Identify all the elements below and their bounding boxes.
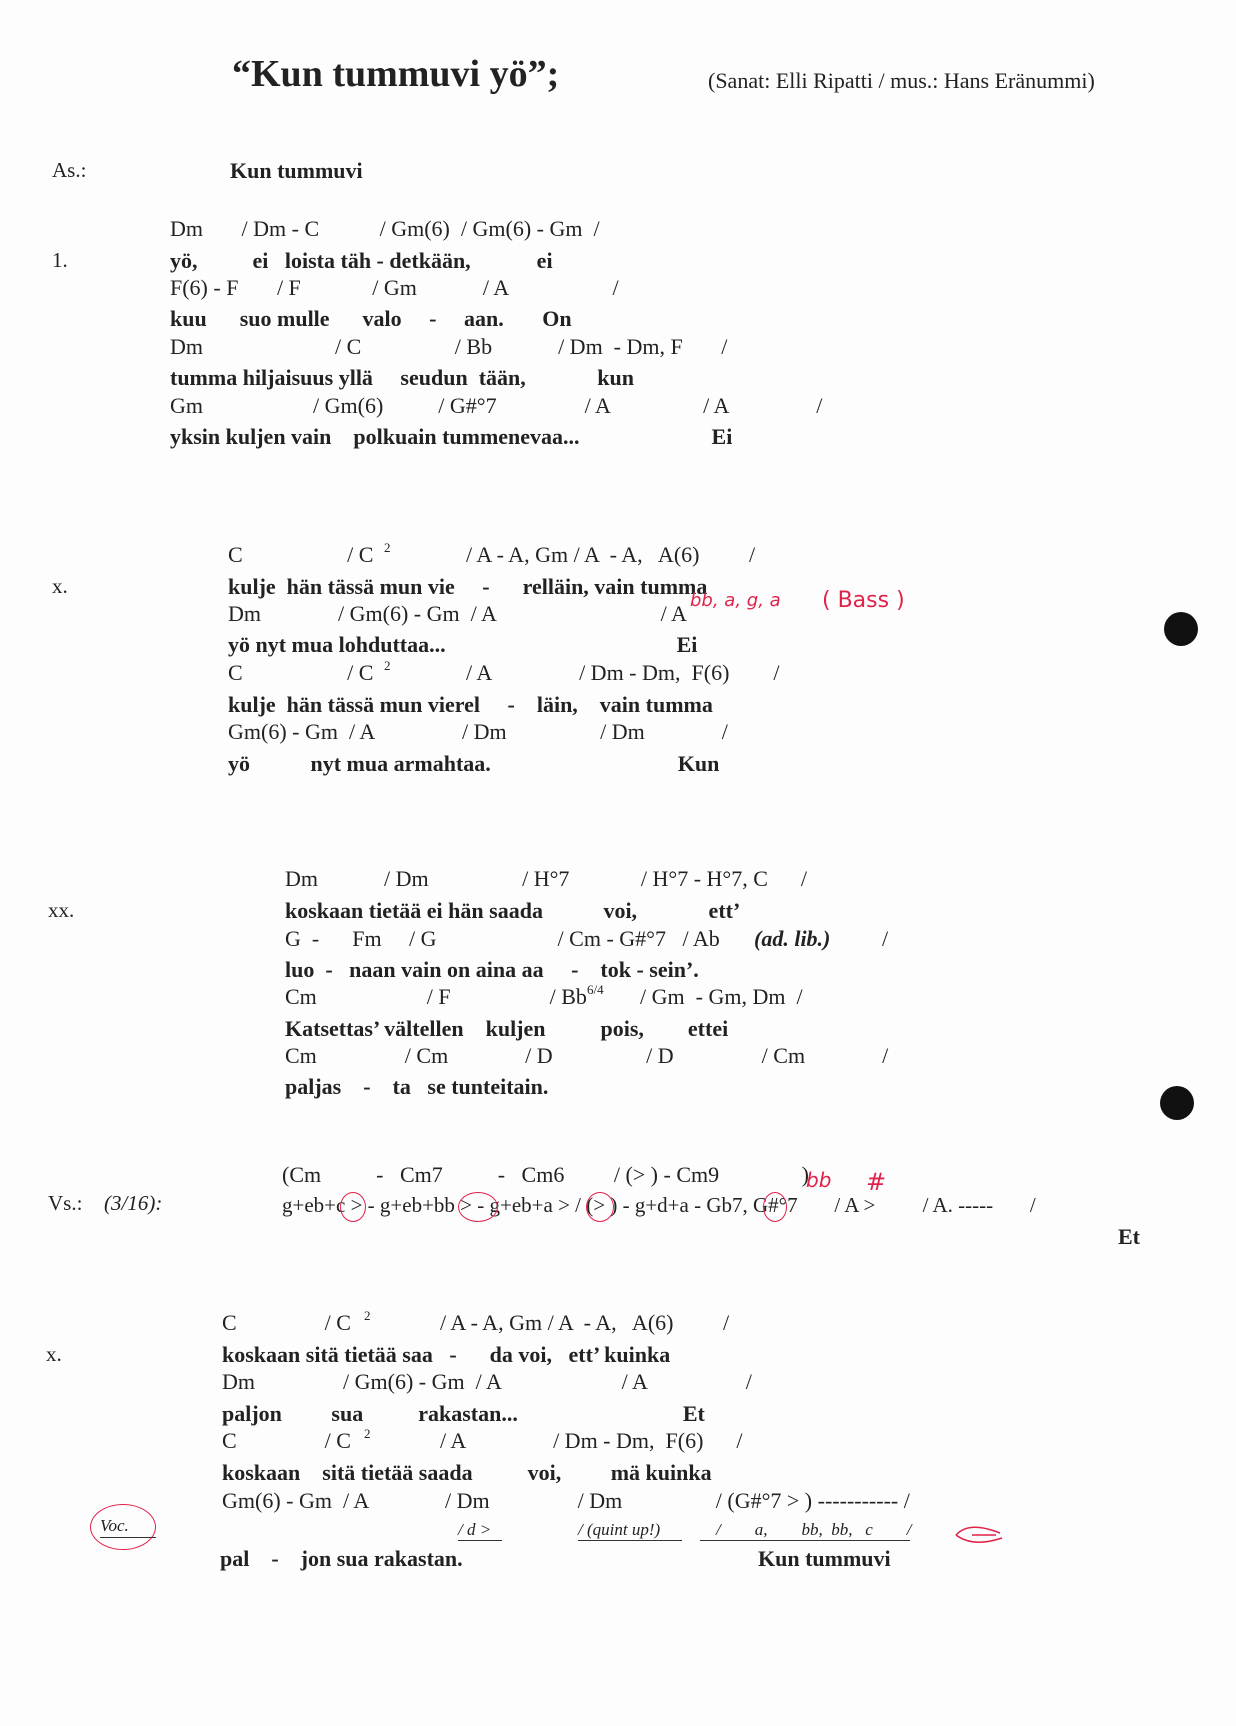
pen-circle (586, 1192, 614, 1222)
pen-bass-notes: bb, a, g, a (690, 590, 781, 611)
chord-line: C / C (222, 1428, 351, 1453)
voc-label: Voc. (100, 1516, 129, 1535)
vs-note-line: g+eb+c > - g+eb+bb > - g+eb+a > / (> ) - g+d+a - Gb7, G#°7 / A > / A. ----- / (282, 1193, 1036, 1217)
as-label: As.: (52, 158, 87, 182)
vs-sub: (3/16): (104, 1191, 163, 1215)
chord-line: Gm(6) - Gm / A / Dm / Dm / (G#°7 > ) ----------- / (222, 1488, 910, 1513)
pen-circle (458, 1192, 498, 1222)
lyric-line: paljon sua rakastan... Et (222, 1401, 705, 1426)
bridge-label: xx. (48, 898, 75, 922)
lyric-line: yö nyt mua lohduttaa... Ei (228, 632, 698, 657)
chord-superscript: 2 (364, 1308, 371, 1323)
chord-superscript: 2 (384, 658, 391, 673)
verse-1-label: 1. (52, 248, 68, 272)
pen-arrow-icon (952, 1522, 1006, 1548)
chord-line: Dm / Gm(6) - Gm / A / A / (222, 1369, 752, 1394)
sub-annotation: / d > (458, 1520, 492, 1539)
chord-line: C / C (228, 660, 374, 685)
chord-line: / A - A, Gm / A - A, A(6) / (466, 542, 756, 567)
underline (578, 1540, 682, 1541)
song-title: “Kun tummuvi yö”; (232, 53, 560, 95)
lyric-line: kulje hän tässä mun vierel - läin, vain tumma (228, 692, 713, 717)
pen-circle (763, 1192, 787, 1222)
lyric-line: luo - naan vain on aina aa - tok - sein’. (285, 957, 699, 982)
sub-annotation: / (quint up!) (578, 1520, 661, 1539)
underline (100, 1537, 156, 1538)
lyric-line: kuu suo mulle valo - aan. On (170, 306, 572, 331)
vs-next: Et (1118, 1224, 1140, 1249)
chord-superscript: 2 (384, 540, 391, 555)
pen-bass-label: ( Bass ) (822, 588, 905, 613)
chord-line: Cm / Cm / D / D / Cm / (285, 1043, 889, 1068)
lyric-line-end: Kun tummuvi (758, 1546, 891, 1571)
chorus-2-label: x. (46, 1342, 62, 1366)
lyric-line: pal - jon sua rakastan. (220, 1546, 463, 1571)
pen-circle (340, 1192, 366, 1222)
chord-superscript: 6/4 (587, 982, 604, 997)
chord-line: Dm / Dm / H°7 / H°7 - H°7, C / (285, 866, 808, 891)
sub-annotation: / a, bb, bb, c / (716, 1520, 912, 1539)
lyric-line: koskaan sitä tietää saada voi, mä kuinka (222, 1460, 712, 1485)
lyric-line: koskaan sitä tietää saa - da voi, ett’ kuinka (222, 1342, 671, 1367)
chord-line: / A / Dm - Dm, F(6) / (466, 660, 780, 685)
punch-hole (1164, 612, 1198, 646)
lyric-line: yö, ei loista täh - detkään, ei (170, 248, 553, 273)
underline (700, 1540, 910, 1541)
chord-line: / A / Dm - Dm, F(6) / (440, 1428, 743, 1453)
lyric-line: Katsettas’ vältellen kuljen pois, ettei (285, 1016, 729, 1041)
pen-sharp-note: # (866, 1168, 887, 1196)
lyric-line: kulje hän tässä mun vie - relläin, vain tumma (228, 574, 708, 599)
chord-line: F(6) - F / F / Gm / A / (170, 275, 619, 300)
underline (458, 1540, 502, 1541)
chord-line: / A - A, Gm / A - A, A(6) / (440, 1310, 730, 1335)
vs-chord-line: (Cm - Cm7 - Cm6 / (> ) - Cm9 ) (282, 1162, 809, 1187)
chord-line: C / C (222, 1310, 351, 1335)
as-text: Kun tummuvi (230, 158, 363, 183)
chord-line: Dm / Gm(6) - Gm / A / A (228, 601, 687, 626)
chord-line: Cm / F / Bb (285, 984, 587, 1009)
pen-flat-note: bb (806, 1168, 832, 1192)
chord-line: Dm / Dm - C / Gm(6) / Gm(6) - Gm / (170, 216, 600, 241)
chord-line: C / C (228, 542, 374, 567)
punch-hole (1160, 1086, 1194, 1120)
song-credits: (Sanat: Elli Ripatti / mus.: Hans Eränummi) (708, 68, 1095, 93)
vs-label: Vs.: (48, 1191, 83, 1215)
lyric-line: yksin kuljen vain polkuain tummenevaa... Ei (170, 424, 733, 449)
lyric-line: paljas - ta se tunteitain. (285, 1074, 549, 1099)
chord-line: Dm / C / Bb / Dm - Dm, F / (170, 334, 728, 359)
chord-line: / Gm - Gm, Dm / (640, 984, 803, 1009)
chord-superscript: 2 (364, 1426, 371, 1441)
lyric-line: koskaan tietää ei hän saada voi, ett’ (285, 898, 741, 923)
chord-line: Gm / Gm(6) / G#°7 / A / A / (170, 393, 823, 418)
lyric-line: tumma hiljaisuus yllä seudun tään, kun (170, 365, 634, 390)
chorus-1-label: x. (52, 574, 68, 598)
lyric-line: yö nyt mua armahtaa. Kun (228, 751, 720, 776)
chord-line: Gm(6) - Gm / A / Dm / Dm / (228, 719, 728, 744)
chord-annotation: (ad. lib.) (754, 926, 831, 951)
chord-line: / (882, 926, 889, 951)
chord-line: G - Fm / G / Cm - G#°7 / Ab (285, 926, 720, 951)
